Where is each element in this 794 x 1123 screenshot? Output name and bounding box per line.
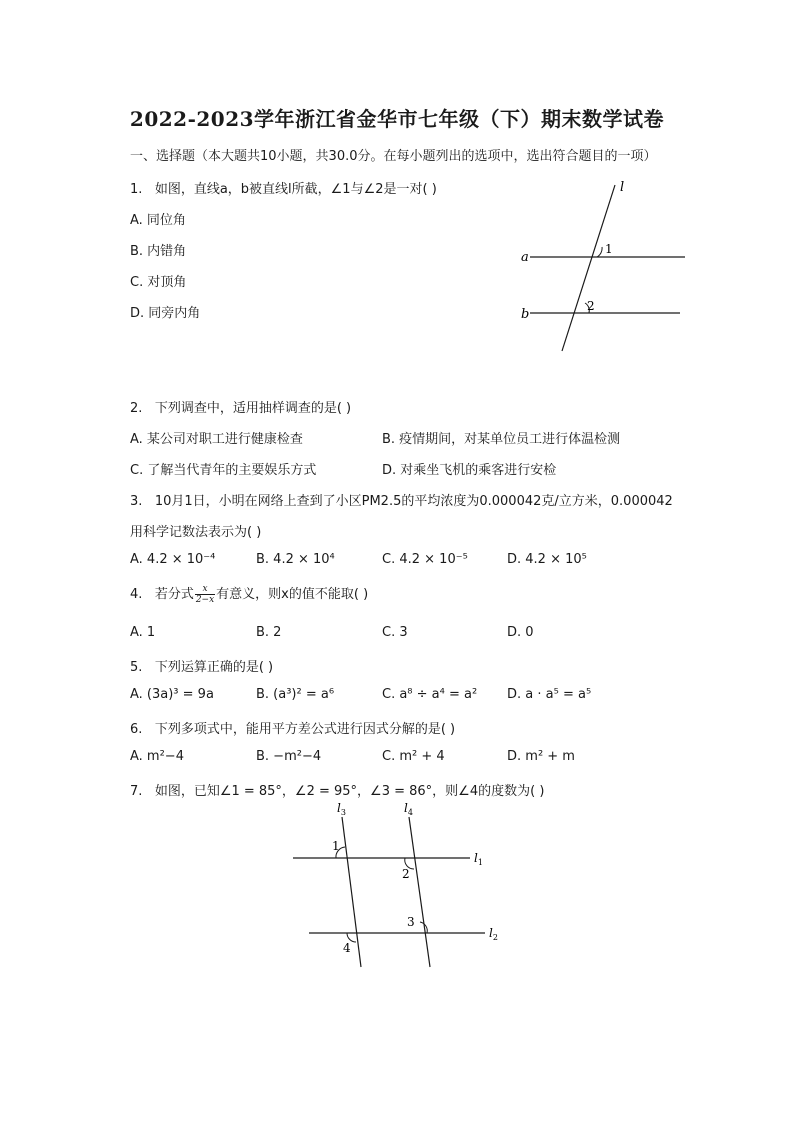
option-a: A. 某公司对职工进行健康检查 xyxy=(130,432,303,447)
question-number: 7. xyxy=(130,784,143,799)
question-text: 下列运算正确的是( ) xyxy=(154,660,274,675)
option-d: D. a · a⁵ = a⁵ xyxy=(507,687,592,702)
option-c: C. a⁸ ÷ a⁴ = a² xyxy=(382,687,478,702)
option-c: C. 3 xyxy=(382,625,408,640)
label-angle-3: 3 xyxy=(407,915,415,929)
fraction-numerator: x xyxy=(195,584,215,595)
question-1 xyxy=(130,178,437,197)
option-c: C. m² + 4 xyxy=(382,749,445,764)
question-2 xyxy=(130,397,351,416)
angle-3-arc xyxy=(420,922,427,933)
fraction-denominator: 2−x xyxy=(195,595,215,605)
question-4 xyxy=(130,583,368,605)
option-b: B. 2 xyxy=(256,625,282,640)
question-5 xyxy=(130,656,273,675)
label-angle-1: 1 xyxy=(605,242,613,256)
fraction xyxy=(195,584,215,605)
angle-1-arc xyxy=(597,247,602,257)
figure-1-diagram xyxy=(510,175,700,360)
label-angle-2: 2 xyxy=(587,299,595,313)
question-number: 2. xyxy=(130,401,143,416)
label-b: b xyxy=(521,307,530,322)
label-angle-4: 4 xyxy=(343,941,351,955)
figure-7-diagram xyxy=(285,797,510,977)
option-b: B. −m²−4 xyxy=(256,749,322,764)
line-l4 xyxy=(409,817,430,967)
option-b: B. 内错角 xyxy=(130,244,187,259)
option-c: C. 4.2 × 10⁻⁵ xyxy=(382,552,468,567)
label-angle-2: 2 xyxy=(402,867,410,881)
question-number: 6. xyxy=(130,722,143,737)
option-c: C. 对顶角 xyxy=(130,275,187,290)
option-b: B. 疫情期间，对某单位员工进行体温检测 xyxy=(382,432,621,447)
question-text: 10月1日，小明在网络上查到了小区PM2.5的平均浓度为0.000042克/立方米，0.000042 xyxy=(154,494,673,509)
option-d: D. 对乘坐飞机的乘客进行安检 xyxy=(382,463,557,478)
question-text: 下列调查中，适用抽样调查的是( ) xyxy=(154,401,352,416)
section-header: 一、选择题（本大题共10小题，共30.0分。在每小题列出的选项中，选出符合题目的一项） xyxy=(130,149,657,164)
option-d: D. 0 xyxy=(507,625,534,640)
label-l2: $l_2$ xyxy=(489,926,498,942)
option-a: A. 4.2 × 10⁻⁴ xyxy=(130,552,216,567)
question-text: 如图，直线a，b被直线l所截，∠1与∠2是一对( ) xyxy=(154,182,437,197)
label-l3: $l_3$ xyxy=(337,801,346,817)
question-number: 4. xyxy=(130,587,143,602)
question-text-after: 有意义，则x的值不能取( ) xyxy=(216,587,369,602)
question-text-before: 若分式 xyxy=(154,587,194,602)
option-d: D. 同旁内角 xyxy=(130,306,201,321)
option-a: A. 同位角 xyxy=(130,213,186,228)
option-b: B. (a³)² = a⁶ xyxy=(256,687,335,702)
line-l xyxy=(562,185,615,351)
option-a: A. m²−4 xyxy=(130,749,184,764)
question-6 xyxy=(130,718,455,737)
label-l4: $l_4$ xyxy=(404,801,413,817)
label-l: l xyxy=(620,180,625,195)
label-angle-1: 1 xyxy=(332,839,340,853)
label-a: a xyxy=(521,250,529,265)
option-b: B. 4.2 × 10⁴ xyxy=(256,552,335,567)
option-a: A. 1 xyxy=(130,625,156,640)
option-d: D. 4.2 × 10⁵ xyxy=(507,552,587,567)
label-l1: $l_1$ xyxy=(474,851,483,867)
question-text: 如图，已知∠1 = 85°，∠2 = 95°，∠3 = 86°，则∠4的度数为( ) xyxy=(154,784,545,799)
option-c: C. 了解当代青年的主要娱乐方式 xyxy=(130,463,317,478)
question-text: 下列多项式中，能用平方差公式进行因式分解的是( ) xyxy=(154,722,456,737)
option-d: D. m² + m xyxy=(507,749,575,764)
page-title: 2022-2023学年浙江省金华市七年级（下）期末数学试卷 xyxy=(129,107,665,131)
question-3 xyxy=(130,490,673,509)
question-number: 1. xyxy=(130,182,143,197)
question-number: 5. xyxy=(130,660,143,675)
question-3-continued: 用科学记数法表示为( ) xyxy=(130,525,262,540)
option-a: A. (3a)³ = 9a xyxy=(130,687,214,702)
question-number: 3. xyxy=(130,494,143,509)
